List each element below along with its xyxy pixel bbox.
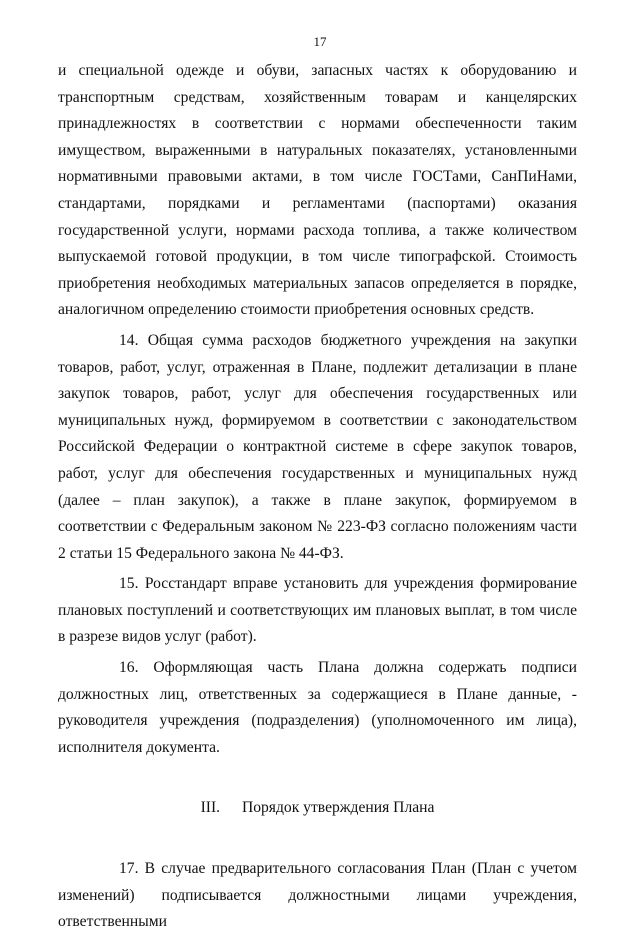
section-number: III. bbox=[200, 799, 221, 817]
page-number: 17 bbox=[313, 34, 327, 49]
paragraph-17: 17. В случае предварительного согласования План (План с учетом изменений) подписывается должностными лицами учреждения, ответственными bbox=[58, 860, 577, 931]
paragraph-16: 16. Оформляющая часть Плана должна содержать подписи должностных лиц, ответственных за содержащиеся в Плане данные, - руководителя учреждения (подразделения) (уполномоченного им лица), исполнителя документа. bbox=[58, 659, 577, 756]
document-body bbox=[58, 58, 577, 936]
paragraph-13-continuation: и специальной одежде и обуви, запасных частях к оборудованию и транспортным средствам, хозяйственным товарам и канцелярских принадлежностях в соответствии с нормами обеспеченности таким имуществом, выраженными в натуральных показателях, установленными нормативными правовыми актами, в том числе ГОСТами, СанПиНами, стандартами, порядками и регламентами (паспортами) оказания государственной услуги, нормами расхода топлива, а также количеством выпускаемой готовой продукции, в том числе типографской. Стоимость приобретения необходимых материальных запасов определяется в порядке, аналогичном определению стоимости приобретения основных средств. bbox=[58, 62, 577, 319]
section-title: Порядок утверждения Плана bbox=[241, 799, 435, 817]
section-heading bbox=[58, 795, 577, 822]
paragraph-14: 14. Общая сумма расходов бюджетного учреждения на закупки товаров, работ, услуг, отраженная в Плане, подлежит детализации в плане закупок товаров, работ, услуг для обеспечения государственных или муниципальных нужд, формируемом в соответствии с законодательством Российской Федерации о контрактной системе в сфере закупок товаров, работ, услуг для обеспечения государственных и муниципальных нужд (далее – план закупок), а также в плане закупок, формируемом в соответствии с Федеральным законом № 223-ФЗ согласно положениям части 2 статьи 15 Федерального закона № 44-ФЗ. bbox=[58, 331, 577, 562]
paragraph-15: 15. Росстандарт вправе установить для учреждения формирование плановых поступлений и соответствующих им плановых выплат, в том числе в разрезе видов услуг (работ). bbox=[58, 575, 577, 646]
